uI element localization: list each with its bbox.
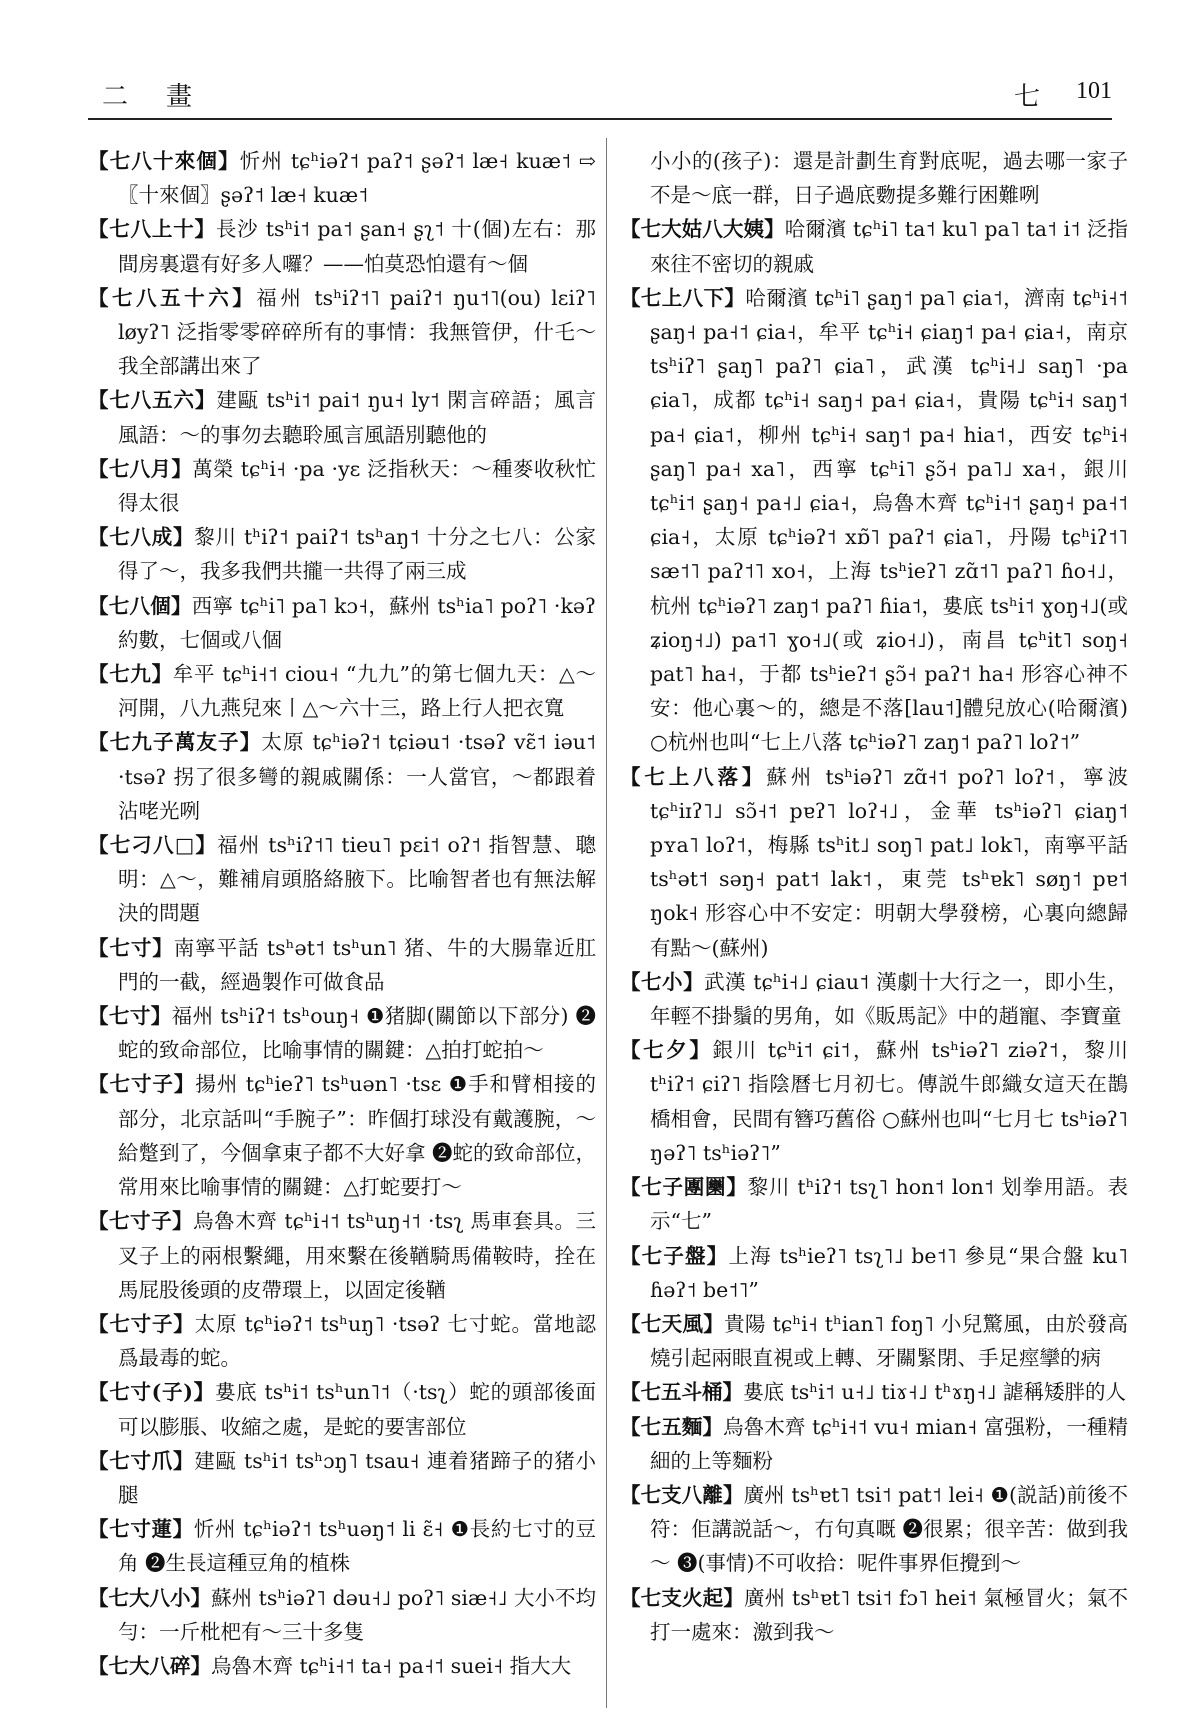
entry-headword: 【七寸子】	[88, 1209, 194, 1234]
entry-headword: 【七寸(子)】	[88, 1380, 215, 1405]
section-title: 二 畫	[102, 82, 199, 112]
entry-body: 烏魯木齊 tɕʰi˧˦ tsʰuŋ˧˦ ·tsʅ 馬車套具。三叉子上的兩根繫繩，用來繫在後鞧騎馬備鞍時，拴在馬屁股後頭的皮帶環上，以固定後鞧	[118, 1209, 596, 1302]
entry-headword: 【七寸】	[88, 1004, 172, 1029]
dictionary-entry	[88, 1067, 596, 1204]
entry-headword: 【七子盤】	[620, 1243, 729, 1268]
left-column	[88, 144, 596, 1704]
entry-body: 忻州 tɕʰiəʔ˦ paʔ˦ ʂəʔ˦ læ˧ kuæ˦ ⇨〖十來個〗ʂəʔ˦ læ˧ kuæ˦	[118, 149, 596, 208]
entry-headword: 【七八五十六】	[88, 285, 257, 310]
dictionary-entry	[88, 725, 596, 828]
dictionary-entry	[88, 1204, 596, 1307]
entry-headword: 【七夕】	[620, 1038, 713, 1063]
page-number: 101	[1076, 78, 1112, 104]
dictionary-entry	[620, 1581, 1128, 1649]
entry-body: 武漢 tɕʰi˧˩ ɕiau˦ 漢劇十大行之一，即小生，年輕不掛鬚的男角，如《販馬記》中的趙寵、李寶童	[650, 969, 1128, 1029]
dictionary-entry	[88, 999, 596, 1067]
dictionary-entry	[88, 1512, 596, 1580]
dictionary-entry	[620, 1307, 1128, 1375]
dictionary-entry	[88, 144, 596, 212]
dictionary-entry	[88, 452, 596, 520]
entry-headword: 【七支火起】	[620, 1585, 744, 1610]
page-heading-character: 七	[1013, 82, 1040, 112]
dictionary-entry	[620, 281, 1128, 760]
entry-body: 貴陽 tɕʰi˧ tʰian˥ foŋ˥ 小兒驚風，由於發高燒引起兩眼直視或上轉、牙關緊閉、手足痙攣的病	[650, 1311, 1128, 1371]
entry-headword: 【七五麵】	[620, 1414, 724, 1439]
dictionary-entry	[88, 212, 596, 280]
entry-headword: 【七支八離】	[620, 1482, 744, 1507]
entry-headword: 【七小】	[620, 969, 705, 994]
dictionary-entry	[88, 657, 596, 725]
entry-body: 烏魯木齊 tɕʰi˧˦ ta˧ pa˧˦ suei˧ 指大大	[211, 1653, 572, 1678]
dictionary-entry	[620, 760, 1128, 965]
entry-headword: 【七寸蓮】	[88, 1517, 194, 1542]
dictionary-entry	[88, 931, 596, 999]
dictionary-entry	[88, 281, 596, 384]
entry-body: 西寧 tɕʰi˥ pa˥ kɔ˧，蘇州 tsʰia˥ poʔ˥ ·kəʔ 約數，七個或八個	[118, 593, 596, 652]
entry-body: 牟平 tɕʰi˧˦ ciou˧ “九九”的第七個九天：△～河開，八九燕兒來丨△～六十三，路上行人把衣寬	[118, 662, 596, 721]
entry-body: 忻州 tɕʰiəʔ˦ tsʰuəŋ˦ li ɛ̃˧ ❶長約七寸的豆角 ❷生長這種豆角的植株	[118, 1517, 596, 1576]
dictionary-entry	[620, 212, 1128, 280]
right-column	[620, 144, 1128, 1704]
entry-headword: 【七寸爪】	[88, 1448, 195, 1473]
dictionary-entry	[620, 1410, 1128, 1478]
entry-headword: 【七上八下】	[620, 285, 746, 310]
entry-headword: 【七刁八□】	[88, 833, 218, 858]
page-header	[88, 72, 1112, 120]
entry-headword: 【七上八落】	[620, 764, 767, 789]
dictionary-entry	[620, 1478, 1128, 1581]
entry-body: 福州 tsʰiʔ˦ tsʰouŋ˧ ❶猪脚(關節以下部分) ❷蛇的致命部位，比喻事情的關鍵：△拍打蛇拍～	[118, 1004, 596, 1063]
entry-headword: 【七寸子】	[88, 1311, 195, 1336]
entry-headword: 【七八五六】	[88, 388, 217, 413]
dictionary-entry	[88, 1375, 596, 1443]
entry-body: 上海 tsʰieʔ˥ tsʅ˥˩ be˦˥ 參見“果合盤 ku˥ ɦəʔ˦ be˦˥”	[650, 1243, 1128, 1302]
entry-headword: 【七大姑八大姨】	[620, 217, 785, 242]
dictionary-entry	[620, 1239, 1128, 1307]
entry-headword: 【七五斗桶】	[620, 1380, 743, 1405]
entry-body: 哈爾濱 tɕʰi˥ ta˦ ku˥ pa˥ ta˦ i˦ 泛指來往不密切的親戚	[650, 217, 1128, 276]
dictionary-entry	[620, 965, 1128, 1033]
entry-headword: 【七八上十】	[88, 217, 216, 242]
entry-headword: 【七九子萬友子】	[88, 730, 262, 755]
entry-body: 萬榮 tɕʰi˧ ·pa ·yɛ 泛指秋天：～種麥收秋忙得太很	[118, 456, 596, 516]
entry-body: 建甌 tsʰi˦ tsʰɔŋ˥ tsau˧ 連着猪蹄子的猪小腿	[118, 1448, 596, 1507]
entry-headword: 【七八成】	[88, 525, 195, 550]
dictionary-entry	[88, 383, 596, 451]
dictionary-entry-continuation: 小小的(孩子)：還是計劃生育對底呢，過去哪一家子不是～底一群，日子過底覅提多難行困難咧	[650, 149, 1128, 208]
entry-body: 南寧平話 tsʰət˦ tsʰun˥ 猪、牛的大腸靠近肛門的一截，經過製作可做食品	[118, 935, 596, 994]
entry-body: 太原 tɕʰiəʔ˦ tɕiəu˦ ·tsəʔ vɛ̃˦ iəu˦ ·tsəʔ 拐了很多彎的親戚關係：一人當官，～都跟着沾咾光咧	[118, 730, 596, 823]
entry-body: 廣州 tsʰɐt˥ tsi˦ fɔ˥ hei˦ 氣極冒火；氣不打一處來：激到我～	[650, 1585, 1128, 1644]
dictionary-entry	[88, 828, 596, 931]
entry-body: 銀川 tɕʰi˦ ɕi˦，蘇州 tsʰiəʔ˥ ziəʔ˦，黎川 tʰiʔ˦ ɕiʔ˥ 指陰曆七月初七。傳説牛郎織女這天在鵲橋相會，民間有簪巧舊俗 ○蘇州也叫“七月七 tsʰiəʔ˥ ŋəʔ˥ tsʰiəʔ˥”	[650, 1038, 1128, 1165]
entry-body: 建甌 tsʰi˦ pai˦ ŋu˧ ly˦ 閑言碎語；風言風語：～的事勿去聽聆風言風語別聽他的	[118, 388, 596, 447]
dictionary-entry	[88, 1307, 596, 1375]
entry-headword: 【七八個】	[88, 593, 192, 618]
entry-body: 福州 tsʰiʔ˦˥ paiʔ˦ ŋu˦˥(ou) lɛiʔ˥ løyʔ˥ 泛指零零碎碎所有的事情：我無管伊，什乇～我全部講出來了	[118, 285, 596, 379]
column-divider	[606, 138, 607, 1708]
entry-body: 長沙 tsʰi˦ pa˦ ʂan˧ ʂʅ˦ 十(個)左右：那間房裏還有好多人囉？——怕莫恐怕還有～個	[118, 217, 596, 276]
entry-headword: 【七八月】	[88, 456, 193, 481]
entry-headword: 【七大八小】	[88, 1585, 212, 1610]
entry-body: 黎川 tʰiʔ˦ tsʅ˥ hon˦ lon˦ 划拳用語。表示“七”	[650, 1175, 1128, 1234]
entry-headword: 【七大八碎】	[88, 1653, 211, 1678]
dictionary-entry	[620, 1375, 1128, 1409]
entry-body: 哈爾濱 tɕʰi˥ ʂaŋ˦ pa˥ ɕia˦，濟南 tɕʰi˧˦ ʂaŋ˧ pa˧˦ ɕia˧，牟平 tɕʰi˧ ɕiaŋ˦ pa˧ ɕia˧，南京 tsʰiʔ˥ ʂaŋ˥ paʔ˥ ɕia˥，武漢 tɕʰi˧˩ saŋ˥ ·pa ɕia˥，成都 tɕʰi˧ saŋ˧ pa˧ ɕia˧，貴陽 tɕʰi˧ saŋ˦ pa˧ ɕia˦，柳州 tɕʰi˧ saŋ˦ pa˧ hia˦，西安 tɕʰi˧ ʂaŋ˥ pa˧ xa˥，西寧 tɕʰi˥ ʂɔ̃˧ pa˥˩ xa˧，銀川 tɕʰi˦ ʂaŋ˧ pa˧˩ ɕia˧，烏魯木齊 tɕʰi˧˦ ʂaŋ˧ pa˧˦ ɕia˧，太原 tɕʰiəʔ˦ xɒ̃˥ paʔ˦ ɕia˥，丹陽 tɕʰiʔ˦˥ sæ˦˥ paʔ˦˥ xo˧，上海 tsʰieʔ˥ zɑ̃˦˥ paʔ˥ ɦo˧˩，杭州 tɕʰiəʔ˥ zaŋ˦ paʔ˥ ɦia˦，婁底 tsʰi˦ ɣoŋ˧˩(或 ʑioŋ˧˩) pa˦˥ ɣo˧˩(或 ʑio˧˩)，南昌 tɕʰit˥ soŋ˧ pat˥ ha˧，于都 tsʰieʔ˦ ʂɔ̃˧ paʔ˦ ha˧ 形容心神不安：他心裏～的，總是不落[lau˦]體兒放心(哈爾濱) ○杭州也叫“七上八落 tɕʰiəʔ˥ zaŋ˦ paʔ˥ loʔ˦”	[650, 285, 1128, 755]
entry-body: 婁底 tsʰi˦ u˧˩ tiɤ˧˩ tʰɤŋ˧˩ 謔稱矮胖的人	[743, 1380, 1126, 1405]
dictionary-entry	[88, 520, 596, 588]
entry-body: 太原 tɕʰiəʔ˦ tsʰuŋ˥ ·tsəʔ 七寸蛇。當地認爲最毒的蛇。	[118, 1311, 596, 1371]
entry-body: 黎川 tʰiʔ˦ paiʔ˦ tsʰaŋ˦ 十分之七八：公家得了～，我多我們共攏一共得了兩三成	[118, 525, 596, 584]
entry-body: 蘇州 tsʰiəʔ˥ dəu˧˩ poʔ˥ siæ˧˩ 大小不均勻：一斤枇杷有～三十多隻	[118, 1585, 596, 1644]
dictionary-entry	[88, 1581, 596, 1649]
dictionary-entry	[620, 1033, 1128, 1170]
entry-headword: 【七天風】	[620, 1311, 725, 1336]
dictionary-entry	[88, 1444, 596, 1512]
entry-body: 婁底 tsʰi˦ tsʰun˥˦（·tsʅ）蛇的頭部後面可以膨脹、收縮之處，是蛇的要害部位	[118, 1380, 596, 1439]
dictionary-entry	[88, 589, 596, 657]
entry-body: 揚州 tɕʰieʔ˥ tsʰuən˥ ·tsɛ ❶手和臂相接的部分，北京話叫“手腕子”：昨個打球没有戴護腕，～給蹩到了，今個拿東子都不大好拿 ❷蛇的致命部位，常用來比喻事情的關鍵：△打蛇要打～	[118, 1072, 596, 1200]
entry-body: 烏魯木齊 tɕʰi˧˦ vu˧ mian˧ 富强粉，一種精細的上等麵粉	[650, 1414, 1128, 1473]
dictionary-entry	[88, 1649, 596, 1683]
dictionary-entry	[620, 1170, 1128, 1238]
entry-headword: 【七八十來個】	[88, 149, 240, 173]
entry-headword: 【七子團圞】	[620, 1175, 748, 1200]
entry-body: 蘇州 tsʰiəʔ˥ zɑ̃˧˦ poʔ˥ loʔ˦，寧波 tɕʰiɪʔ˥˩ sɔ̃˧˦ pɐʔ˥ loʔ˧˩，金華 tsʰiəʔ˥ ɕiaŋ˦ pʏa˥ loʔ˦，梅縣 tsʰit˩ soŋ˥ pat˩ lok˥，南寧平話 tsʰət˦ səŋ˧ pat˦ lak˦，東莞 tsʰɐk˥ søŋ˦ pɐ˦ ŋok˧ 形容心中不安定：明朝大學發榜，心裏向總歸有點～(蘇州)	[650, 764, 1128, 960]
entry-headword: 【七寸】	[88, 935, 174, 960]
entry-headword: 【七寸子】	[88, 1072, 196, 1097]
entry-headword: 【七九】	[88, 662, 173, 687]
entry-body: 廣州 tsʰɐt˥ tsi˦ pat˦ lei˧ ❶(説話)前後不符：佢講説話～，冇句真嘅 ❷很累；很辛苦：做到我～ ❸(事情)不可收拾：呢件事界佢攪到～	[650, 1482, 1128, 1576]
entry-body: 福州 tsʰiʔ˦˥ tieu˥ pɛi˦ oʔ˦ 指智慧、聰明：△～，難補肩頭胳絡腋下。比喻智者也有無法解決的問題	[118, 833, 596, 926]
